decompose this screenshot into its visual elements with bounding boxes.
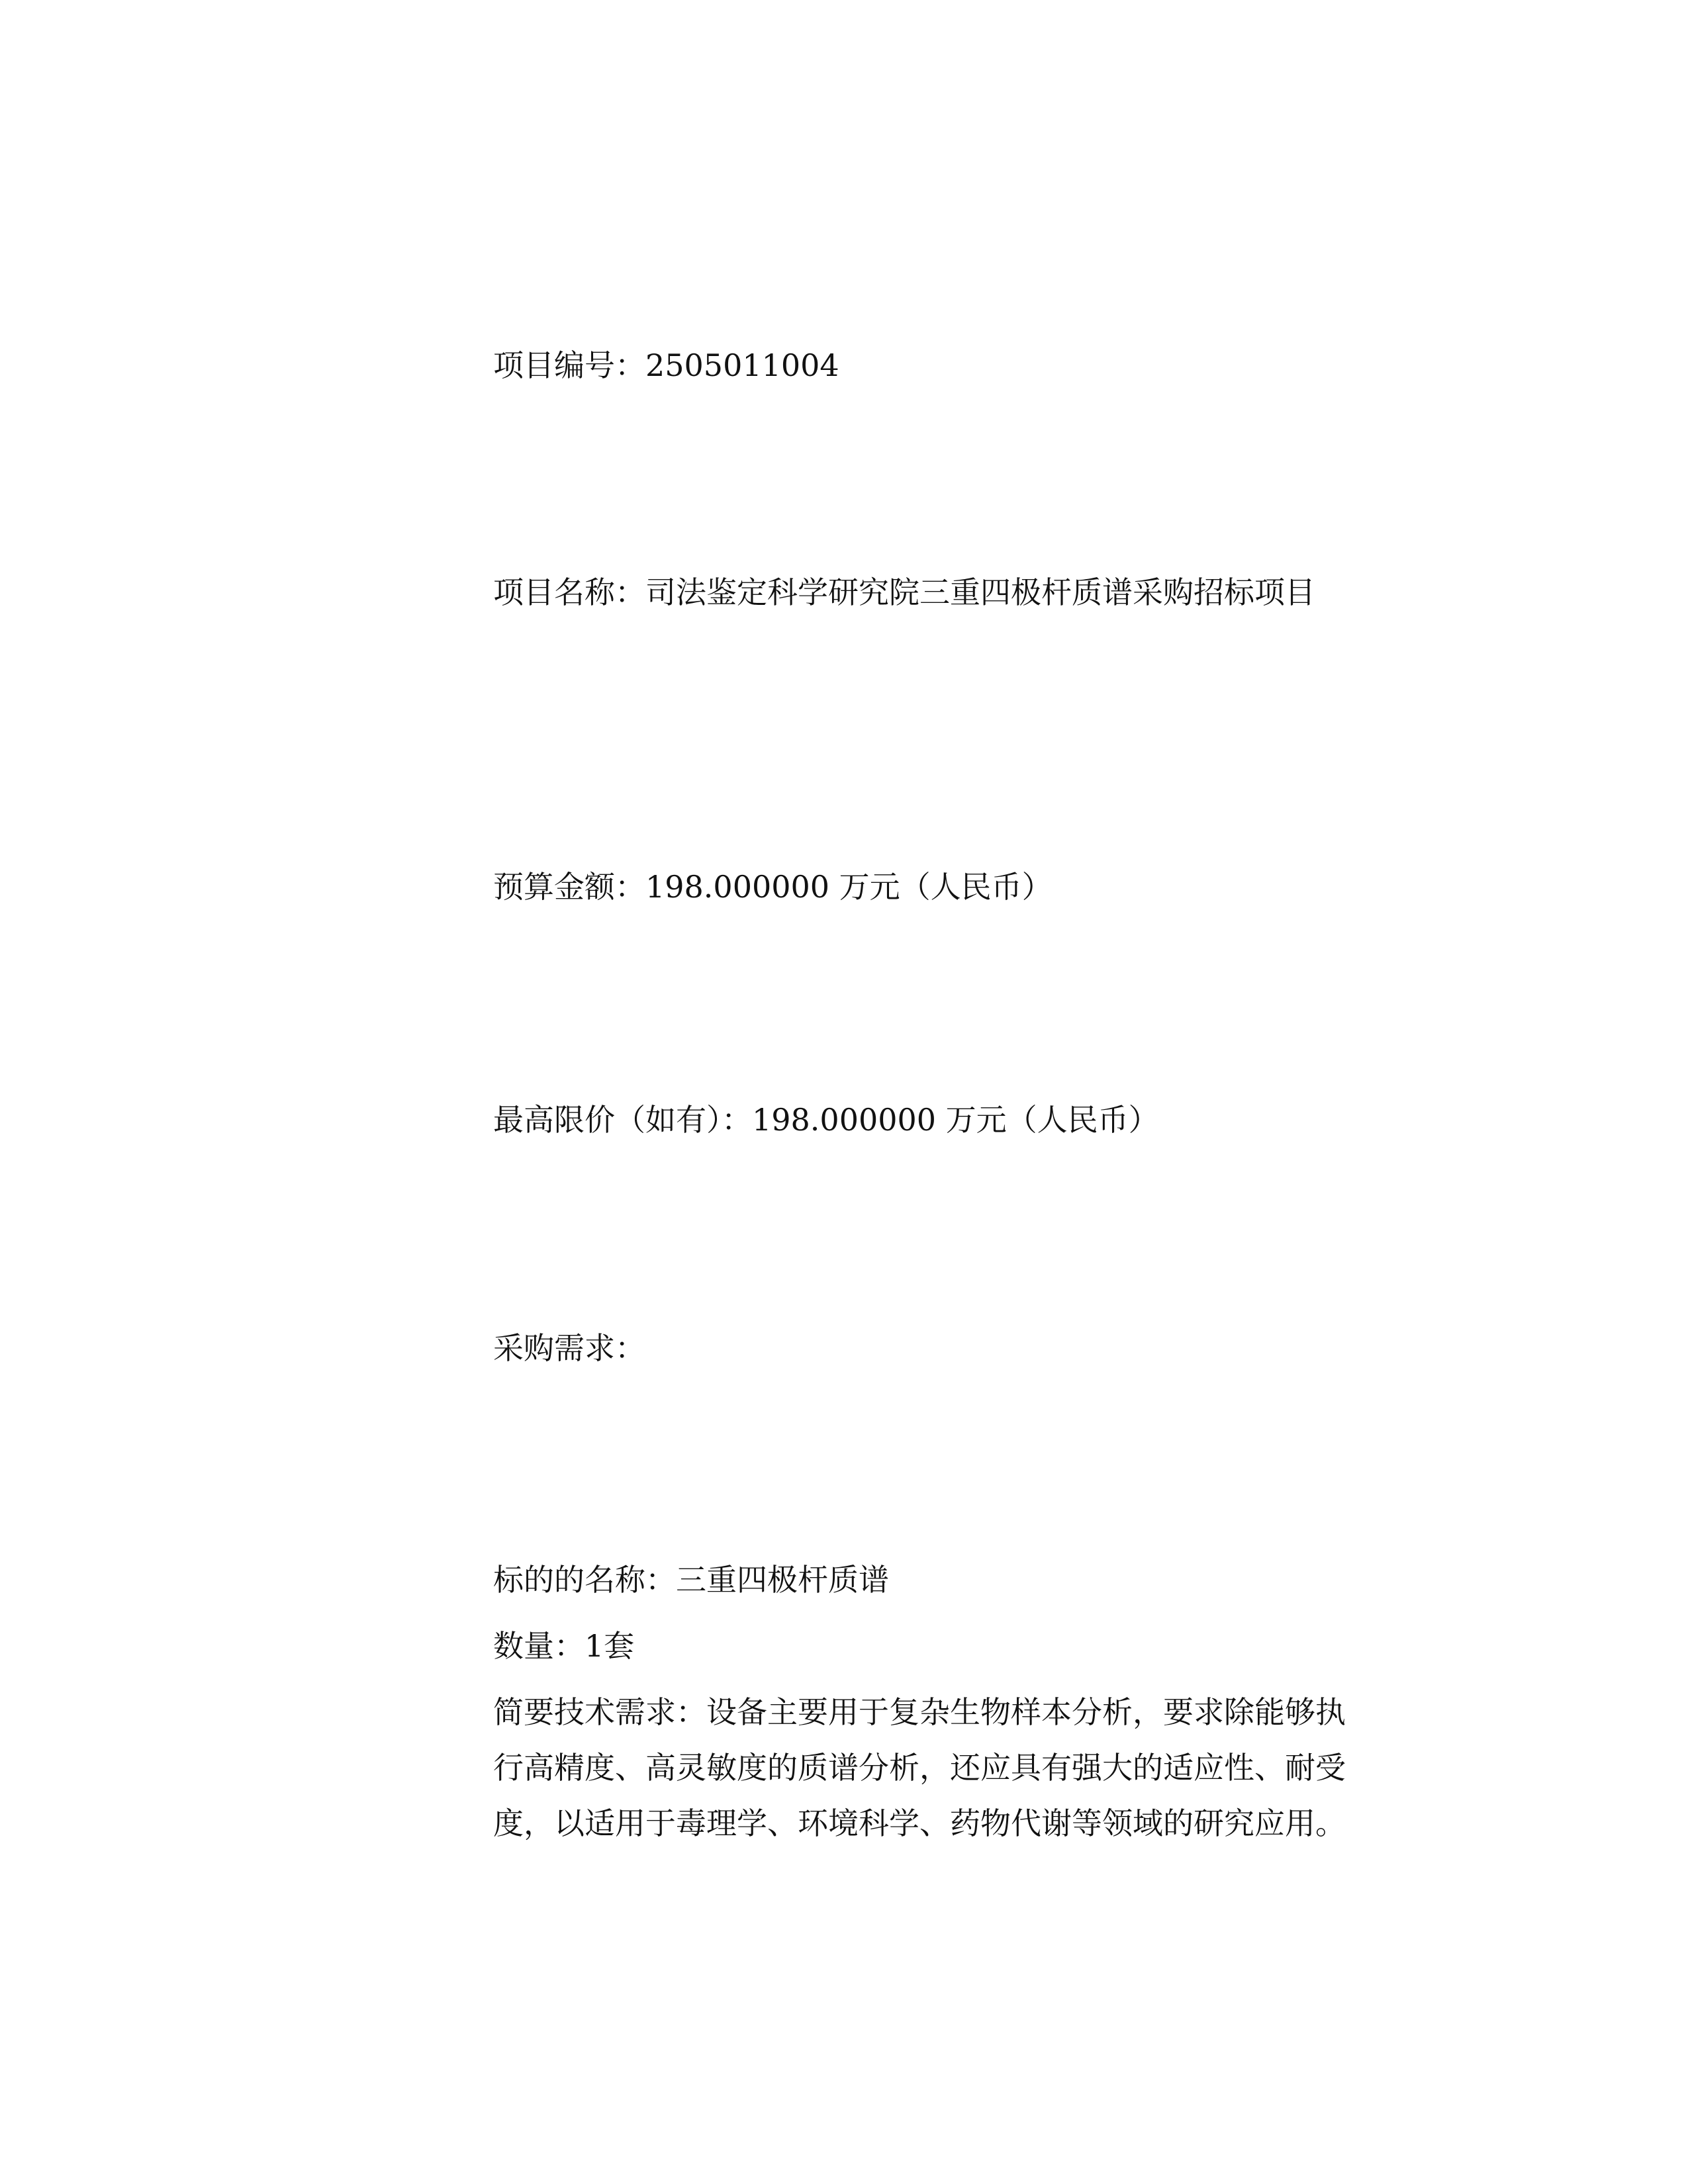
target-name-text: 标的的名称：三重四极杆质谱 bbox=[493, 1562, 889, 1598]
project-number-text: 项目编号：2505011004 bbox=[493, 347, 839, 383]
project-name-text: 项目名称：司法鉴定科学研究院三重四极杆质谱采购招标项目 bbox=[493, 574, 1315, 610]
technical-requirements-text: 简要技术需求：设备主要用于复杂生物样本分析，要求除能够执行高精度、高灵敏度的质谱分析，还应具有强大的适应性、耐受度，以适用于毒理学、环境科学、药物代谢等领域的研究应用。 bbox=[493, 1694, 1346, 1841]
maximum-price-text: 最高限价（如有）：198.000000 万元（人民币） bbox=[493, 1102, 1159, 1138]
budget-amount-text: 预算金额：198.000000 万元（人民币） bbox=[493, 869, 1053, 905]
procurement-requirements-heading: 采购需求： bbox=[493, 1330, 645, 1366]
quantity-text: 数量：1套 bbox=[493, 1628, 635, 1664]
